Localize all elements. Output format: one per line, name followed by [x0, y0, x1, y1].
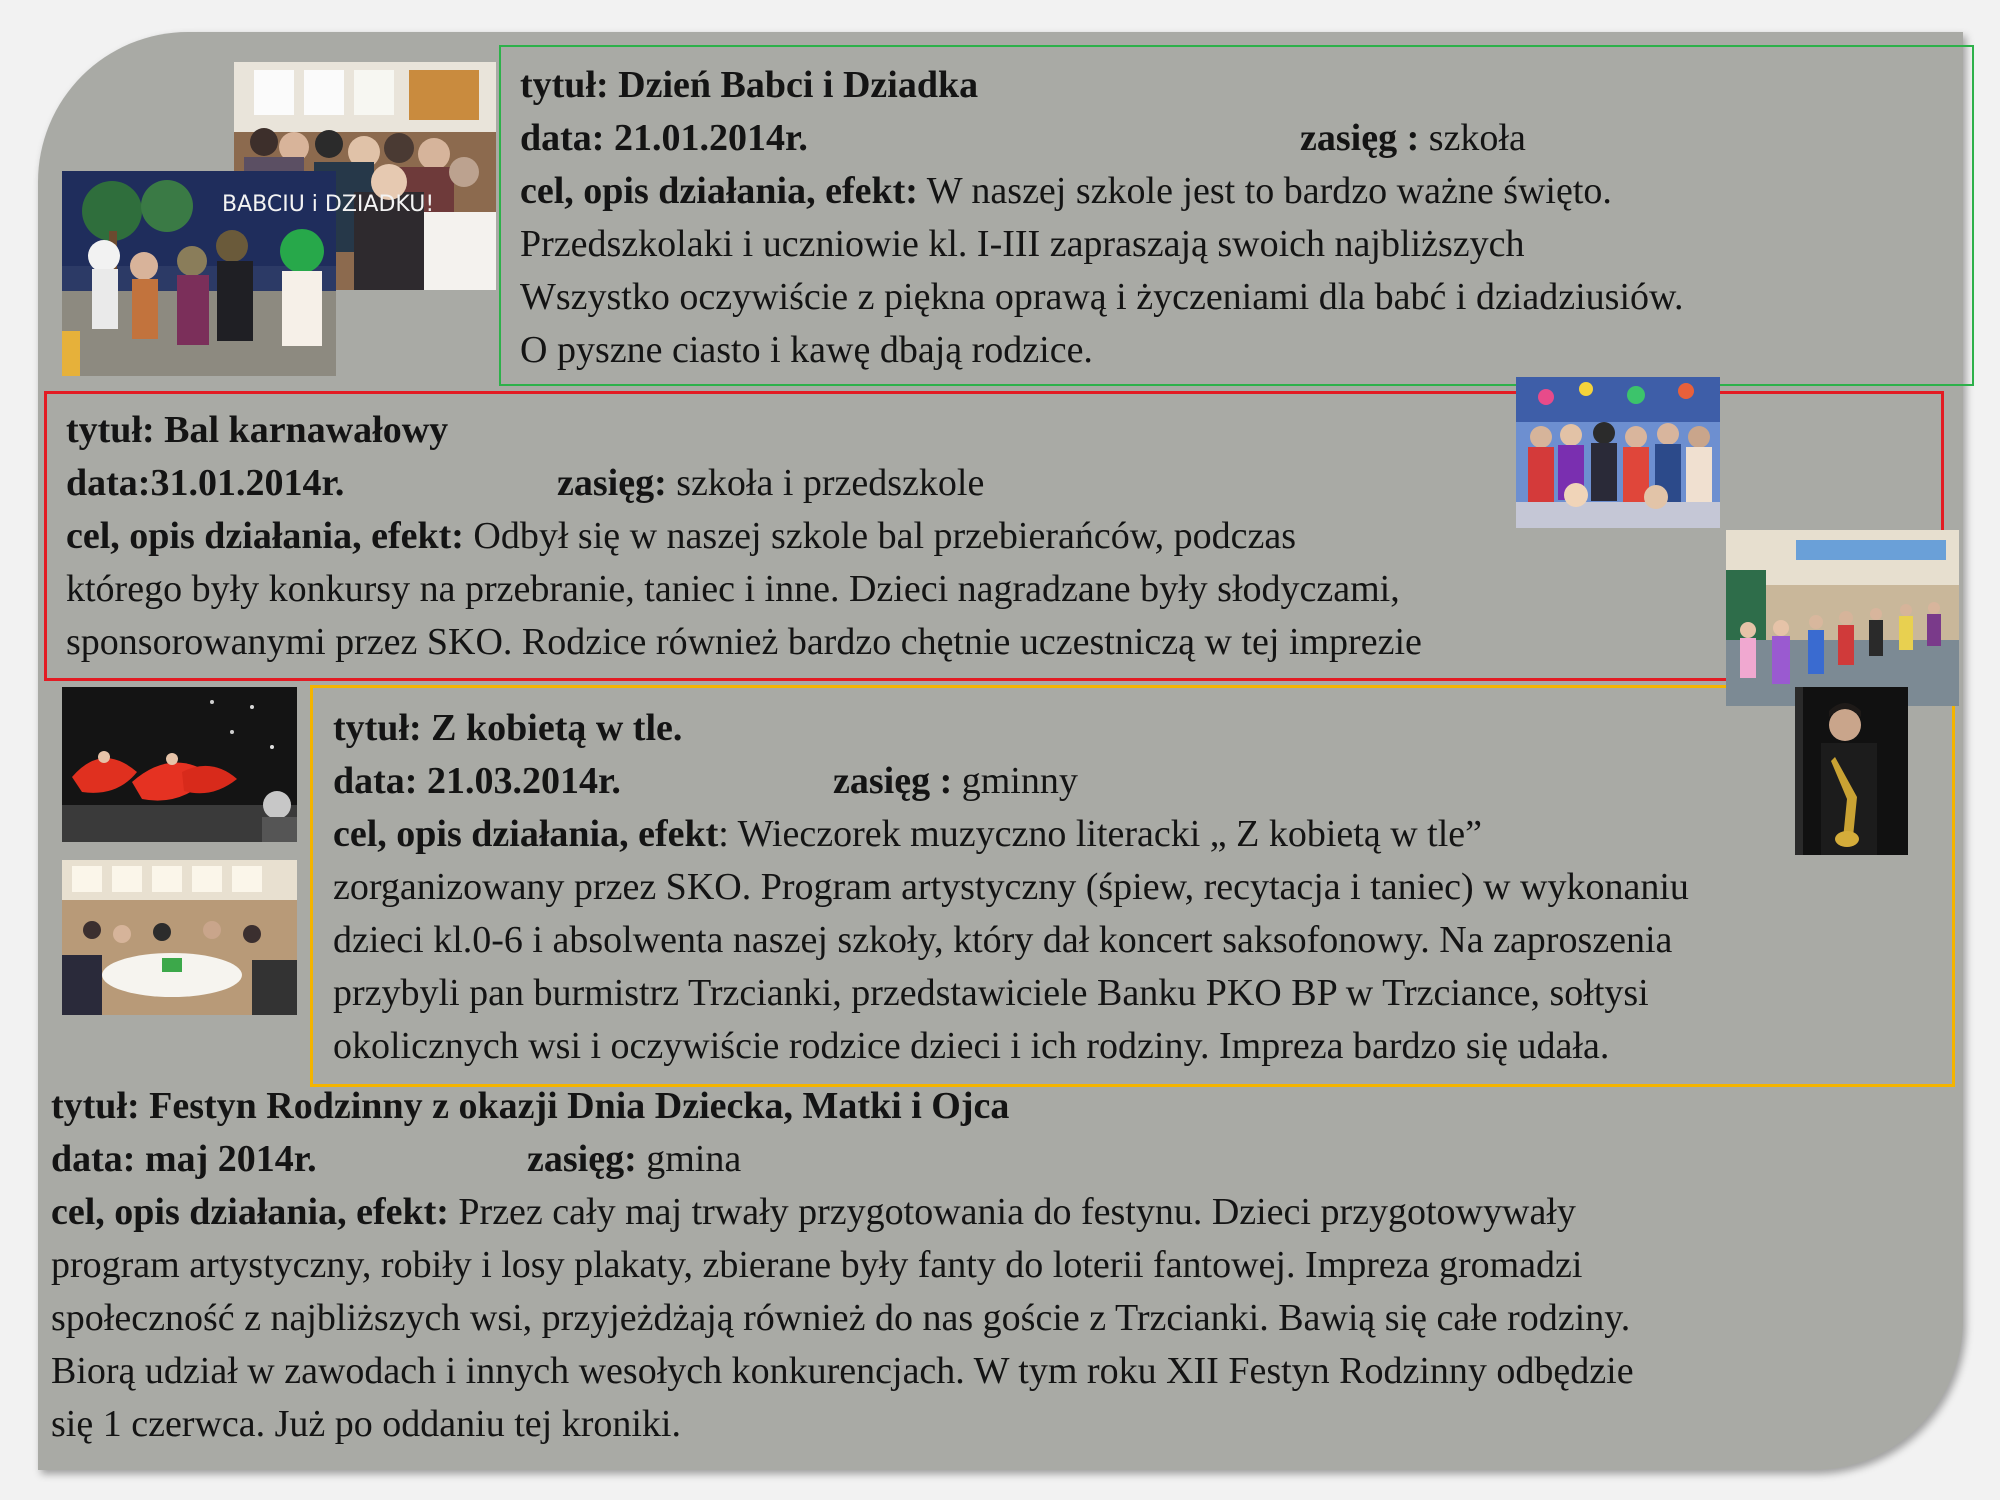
- scope-label: zasięg :: [833, 760, 953, 802]
- title-label: tytuł:: [51, 1085, 140, 1127]
- title-label: tytuł:: [66, 409, 155, 451]
- date-label: data:: [51, 1138, 136, 1180]
- event-date: 21.03.2014r.: [426, 760, 621, 802]
- description-label: cel, opis działania, efekt:: [66, 515, 464, 557]
- description-line: program artystyczny, robiły i losy plakaty, zbierane były fanty do loterii fantowej. Impreza gromadzi: [51, 1244, 1583, 1286]
- section-woman-background-text: [333, 702, 1689, 1073]
- section-grandparents-day-text: [520, 59, 1683, 377]
- description-line: W naszej szkole jest to bardzo ważne święto.: [926, 170, 1612, 212]
- description-line: Przez cały maj trwały przygotowania do festynu. Dzieci przygotowywały: [458, 1191, 1576, 1233]
- description-line: zorganizowany przez SKO. Program artystyczny (śpiew, recytacja i taniec) w wykonaniu: [333, 866, 1689, 908]
- description-line: społeczność z najbliższych wsi, przyjeżdżają również do nas goście z Trzcianki. Bawią się całe rodziny.: [51, 1297, 1631, 1339]
- description-line: Biorą udział w zawodach i innych wesołych konkurencjach. W tym roku XII Festyn Rodzinny odbędzie: [51, 1350, 1634, 1392]
- title-label: tytuł:: [520, 64, 609, 106]
- description-line: Wszystko oczywiście z piękna oprawą i życzeniami dla babć i dziadziusiów.: [520, 276, 1684, 318]
- event-scope: gmina: [646, 1138, 742, 1180]
- date-label: data:: [520, 117, 605, 159]
- section-title: Bal karnawałowy: [164, 409, 449, 451]
- scope-label: zasięg:: [557, 462, 667, 504]
- audience-tables-photo: [62, 860, 297, 1015]
- description-line: O pyszne ciasto i kawę dbają rodzice.: [520, 329, 1093, 371]
- date-label: data:: [333, 760, 418, 802]
- description-line: którego były konkursy na przebranie, taniec i inne. Dzieci nagradzane były słodyczami,: [66, 568, 1400, 610]
- section-family-festival-text: [51, 1080, 1634, 1451]
- dance-performance-photo: [62, 687, 297, 842]
- description-line: Przedszkolaki i uczniowie kl. I-III zapraszają swoich najbliższych: [520, 223, 1525, 265]
- scope-label: zasięg :: [1300, 117, 1420, 159]
- scope-label: zasięg:: [527, 1138, 637, 1180]
- carnival-dance-photo: [1726, 530, 1959, 706]
- event-date: 31.01.2014r.: [150, 462, 345, 504]
- section-carnival-ball-text: [66, 404, 1422, 669]
- description-label: cel, opis działania, efekt:: [51, 1191, 449, 1233]
- description-label: cel, opis działania, efekt:: [520, 170, 918, 212]
- description-line: przybyli pan burmistrz Trzcianki, przedstawiciele Banku PKO BP w Trzciance, sołtysi: [333, 972, 1649, 1014]
- title-label: tytuł:: [333, 707, 422, 749]
- event-scope: szkoła i przedszkole: [676, 462, 985, 504]
- slide-panel: [38, 32, 1963, 1470]
- section-title: Z kobietą w tle.: [431, 707, 683, 749]
- section-title: Festyn Rodzinny z okazji Dnia Dziecka, Matki i Ojca: [149, 1085, 1010, 1127]
- banner-caption: BABCIU i DZIADKU!: [222, 192, 435, 217]
- description-line: się 1 czerwca. Już po oddaniu tej kroniki.: [51, 1403, 681, 1445]
- event-scope: szkoła: [1428, 117, 1526, 159]
- description-line: Odbył się w naszej szkole bal przebierańców, podczas: [473, 515, 1297, 557]
- description-line: : Wieczorek muzyczno literacki „ Z kobietą w tle”: [718, 813, 1483, 855]
- date-label: data:: [66, 462, 151, 504]
- saxophone-player-photo: [1795, 687, 1908, 855]
- description-line: okolicznych wsi i oczywiście rodzice dzieci i ich rodziny. Impreza bardzo się udała.: [333, 1025, 1610, 1067]
- description-label: cel, opis działania, efekt: [333, 813, 719, 855]
- description-line: dzieci kl.0-6 i absolwenta naszej szkoły, który dał koncert saksofonowy. Na zaproszenia: [333, 919, 1673, 961]
- grandparents-performance-photo: [62, 171, 435, 376]
- description-line: sponsorowanymi przez SKO. Rodzice również bardzo chętnie uczestniczą w tej imprezie: [66, 621, 1422, 663]
- event-scope: gminny: [961, 760, 1078, 802]
- carnival-group-photo: [1516, 377, 1720, 528]
- section-title: Dzień Babci i Dziadka: [618, 64, 979, 106]
- event-date: maj 2014r.: [144, 1138, 317, 1180]
- event-date: 21.01.2014r.: [613, 117, 808, 159]
